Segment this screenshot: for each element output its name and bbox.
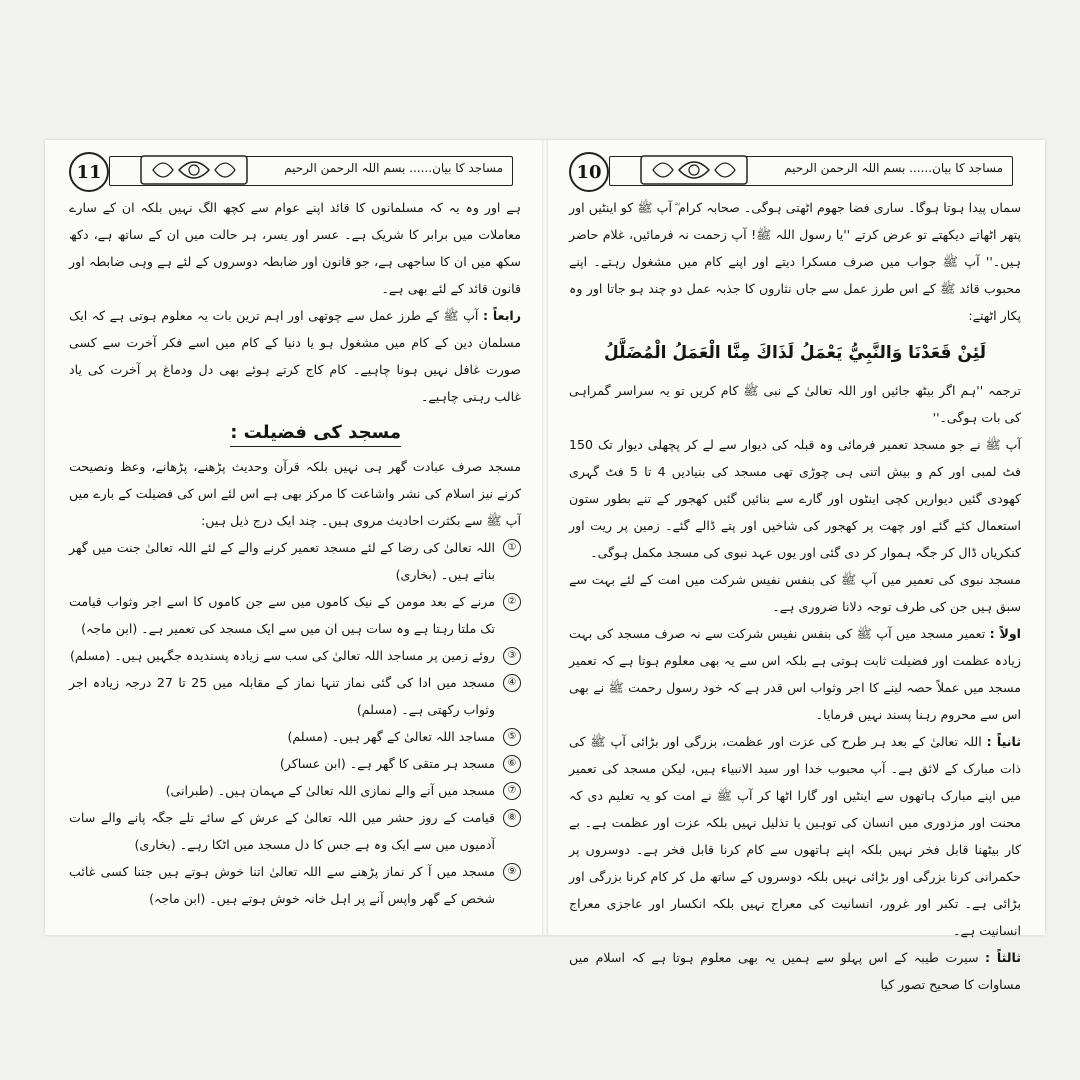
list-item	[69, 669, 521, 723]
item-number: ⑨	[503, 863, 521, 881]
item-number: ①	[503, 539, 521, 557]
list-item	[69, 723, 521, 750]
lessons-paragraph: مسجد نبوی کی تعمیر میں آپ ﷺ کی بنفس نفیس شرکت میں امت کے لئے بہت سے سبق ہیں جن کی طرف توجہ دلانا ضروری ہے۔	[569, 572, 1021, 614]
thaniyan-label: ثانیاً :	[986, 734, 1021, 749]
item-text: قیامت کے روز حشر میں اللہ تعالیٰ کے عرش کے سائے تلے جگہ پانے والے سات آدمیوں میں سے ایک وہ ہے جس کا دل مسجد میں اٹکا رہے۔ (بخاری)	[69, 810, 495, 852]
item-text: مساجد اللہ تعالیٰ کے گھر ہیں۔ (مسلم)	[287, 729, 495, 744]
book-spread	[45, 140, 1045, 992]
item-number: ⑤	[503, 728, 521, 746]
page-number: 10	[569, 152, 609, 192]
list-item	[69, 858, 521, 912]
right-body	[569, 194, 1021, 329]
list-item	[69, 534, 521, 588]
ornament-icon	[139, 152, 249, 188]
list-item	[69, 642, 521, 669]
left-page	[45, 140, 545, 935]
section-heading: مسجد کی فضیلت :	[230, 420, 401, 447]
left-body	[69, 194, 521, 410]
opening-paragraph: سماں پیدا ہوتا ہوگا۔ ساری فضا جھوم اٹھتی ہوگی۔ صحابہ کرام ؓ آپ ﷺ کو اینٹیں اور پتھر اٹھاتے دیکھتے تو عرض کرتے ''یا رسول اللہ ﷺ! آپ زحمت نہ فرمائیں، غلام حاضر ہیں۔'' آپ ﷺ جواب میں صرف مسکرا دیتے اور اپنے کام میں مشغول رہتے۔ اپنے محبوب قائد ﷺ کے اس طرز عمل سے جاں نثاروں کا جذبہ عمل دو چند ہو جاتا اور وہ پکار اٹھتے:	[569, 200, 1021, 323]
awwalan-paragraph	[569, 620, 1021, 728]
item-number: ②	[503, 593, 521, 611]
header-title: مساجد کا بیان...... بسم اللہ الرحمن الرحیم	[784, 161, 1003, 175]
page-header	[569, 148, 1021, 190]
ornament-icon	[639, 152, 749, 188]
awwalan-label: اولاً :	[989, 626, 1021, 641]
right-page	[545, 140, 1045, 992]
item-text: اللہ تعالیٰ کی رضا کے لئے مسجد تعمیر کرنے والے کے لئے اللہ تعالیٰ جنت میں گھر بناتے ہیں۔ (بخاری)	[69, 540, 495, 582]
item-text: مرنے کے بعد مومن کے نیک کاموں میں سے جن کاموں کا اسے اجر وثواب قیامت تک ملتا رہتا ہے وہ سات ہیں ان میں سے ایک مسجد کی تعمیر ہے۔ (ابن ماجہ)	[69, 594, 495, 636]
item-number: ⑥	[503, 755, 521, 773]
list-item	[69, 750, 521, 777]
list-item	[69, 804, 521, 858]
thalithan-text: سیرت طیبہ کے اس پہلو سے ہمیں یہ بھی معلوم ہوتا ہے کہ اسلام میں مساوات کا صحیح تصور کیا	[569, 950, 1021, 992]
header-title: مساجد کا بیان...... بسم اللہ الرحمن الرحیم	[284, 161, 503, 175]
thalithan-label: ثالثاً :	[985, 950, 1021, 965]
construction-paragraph: آپ ﷺ نے جو مسجد تعمیر فرمائی وہ قبلہ کی دیوار سے لے کر پچھلی دیوار تک 150 فٹ لمبی اور کم و بیش اتنی ہی چوڑی تھی مسجد کی بنیادیں 4 تا 5 فٹ گہری کھودی گئیں دیواریں کچی اینٹوں اور گارے سے بنائیں گئیں کھجور کے تنے بطور ستون استعمال کئے گئے اور چھت پر کھجور کی شاخیں اور پتے ڈالے گئے۔ زمین پر ریت اور کنکریاں ڈال کر جگہ ہموار کر دی گئی اور یوں عہد نبوی کی مسجد مکمل ہوگی۔	[569, 437, 1021, 560]
intro-paragraph: ہے اور وہ یہ کہ مسلمانوں کا قائد اپنے عوام سے کچھ الگ نہیں بلکہ ان کے سارے معاملات میں برابر کا شریک ہے۔ عسر اور یسر، ہر حالت میں ان کے ساتھ ہے، دکھ سکھ میں ان کا ساجھی ہے، جو قانون اور ضابطہ دوسروں کے لئے ہے وہی ضابطہ اور قانون قائد کے لئے بھی ہے۔	[69, 200, 521, 296]
right-body-2	[569, 377, 1021, 998]
item-text: مسجد ہر متقی کا گھر ہے۔ (ابن عساکر)	[279, 756, 495, 771]
item-number: ⑧	[503, 809, 521, 827]
rabian-label: رابعاً :	[482, 308, 521, 323]
merits-intro: مسجد صرف عبادت گھر ہی نہیں بلکہ قرآن وحدیث پڑھنے، پڑھانے، وعظ ونصیحت کرنے نیز اسلام کی نشر واشاعت کا مرکز بھی ہے اس لئے اس کی فضیلت کے بارے میں آپ ﷺ سے بکثرت احادیث مروی ہیں۔ چند ایک درج ذیل ہیں:	[69, 459, 521, 528]
left-body-2	[69, 453, 521, 534]
translation: ترجمہ ''ہم اگر بیٹھ جائیں اور اللہ تعالیٰ کے نبی ﷺ کام کریں تو یہ سراسر گمراہی کی بات ہوگی۔''	[569, 383, 1021, 425]
item-text: مسجد میں آنے والے نمازی اللہ تعالیٰ کے مہمان ہیں۔ (طبرانی)	[165, 783, 495, 798]
list-item	[69, 588, 521, 642]
item-text: مسجد میں آ کر نماز پڑھنے سے اللہ تعالیٰ اتنا خوش ہوتے ہیں جتنا کسی غائب شخص کے گھر واپس آنے پر اہل خانہ خوش ہوتے ہیں۔ (ابن ماجہ)	[69, 864, 495, 906]
awwalan-text: تعمیر مسجد میں آپ ﷺ کی بنفس نفیس شرکت سے نہ صرف مسجد کی بہت زیادہ عظمت اور فضیلت ثابت ہوتی ہے بلکہ اس سے یہ بھی معلوم ہوتا ہے کہ تعمیر مسجد میں عملاً حصہ لینے کا اجر وثواب اس قدر ہے کہ خود رسول رحمت ﷺ نے بھی اس سے محروم رہنا پسند نہیں فرمایا۔	[569, 626, 1021, 722]
page-number: 11	[69, 152, 109, 192]
arabic-verse: لَئِنْ قَعَدْنَا وَالنَّبِيُّ يَعْمَلُ لَذَاكَ مِنَّا الْعَمَلُ الْمُضَلَّلُ	[603, 343, 987, 363]
list-item	[69, 777, 521, 804]
item-number: ③	[503, 647, 521, 665]
rabian-text: آپ ﷺ کے طرز عمل سے چوتھی اور اہم ترین بات یہ معلوم ہوتی ہے کہ ایک مسلمان دین کے کام میں مشغول ہو یا دنیا کے کام میں اسے فکر آخرت سے کسی صورت غافل نہیں ہونا چاہیے۔ کام کاج کرتے ہوئے بھی دل ودماغ پر آخرت کی یاد غالب رہنی چاہیے۔	[69, 308, 521, 404]
item-text: روئے زمین پر مساجد اللہ تعالیٰ کی سب سے زیادہ پسندیدہ جگہیں ہیں۔ (مسلم)	[69, 648, 495, 663]
thaniyan-paragraph	[569, 728, 1021, 944]
item-number: ④	[503, 674, 521, 692]
thalithan-paragraph	[569, 944, 1021, 998]
rabian-paragraph	[69, 302, 521, 410]
heading-wrap	[69, 410, 521, 453]
item-text: مسجد میں ادا کی گئی نماز تنہا نماز کے مقابلہ میں 25 تا 27 درجہ زیادہ اجر وثواب رکھتی ہے۔ (مسلم)	[69, 675, 495, 717]
item-number: ⑦	[503, 782, 521, 800]
merits-list	[69, 534, 521, 912]
thaniyan-text: اللہ تعالیٰ کے بعد ہر طرح کی عزت اور عظمت، بزرگی اور بڑائی آپ ﷺ کی ذات مبارک کے لائق ہے۔ آپ محبوب خدا اور سید الانبیاء ہیں، لیکن مسجد کی تعمیر میں اپنے مبارک ہاتھوں سے اینٹیں اور گارا اٹھا کر آپ ﷺ نے امت کو یہ تعلیم دی کہ محنت اور مزدوری میں انسان کی توہین یا تذلیل نہیں بلکہ عزت اور عظمت ہے۔ بے کار بیٹھنا قابل فخر نہیں بلکہ اپنے ہاتھوں سے کام کرنا قابل فخر ہے۔ دوسروں پر حکمرانی کرنا بزرگی اور بڑائی نہیں بلکہ دوسروں کے ساتھ مل کر کام کرنا بزرگی اور بڑائی ہے۔ تکبر اور غرور، انسانیت کی معراج نہیں بلکہ انکسار اور عاجزی معراج انسانیت ہے۔	[569, 734, 1021, 938]
page-header	[69, 148, 521, 190]
